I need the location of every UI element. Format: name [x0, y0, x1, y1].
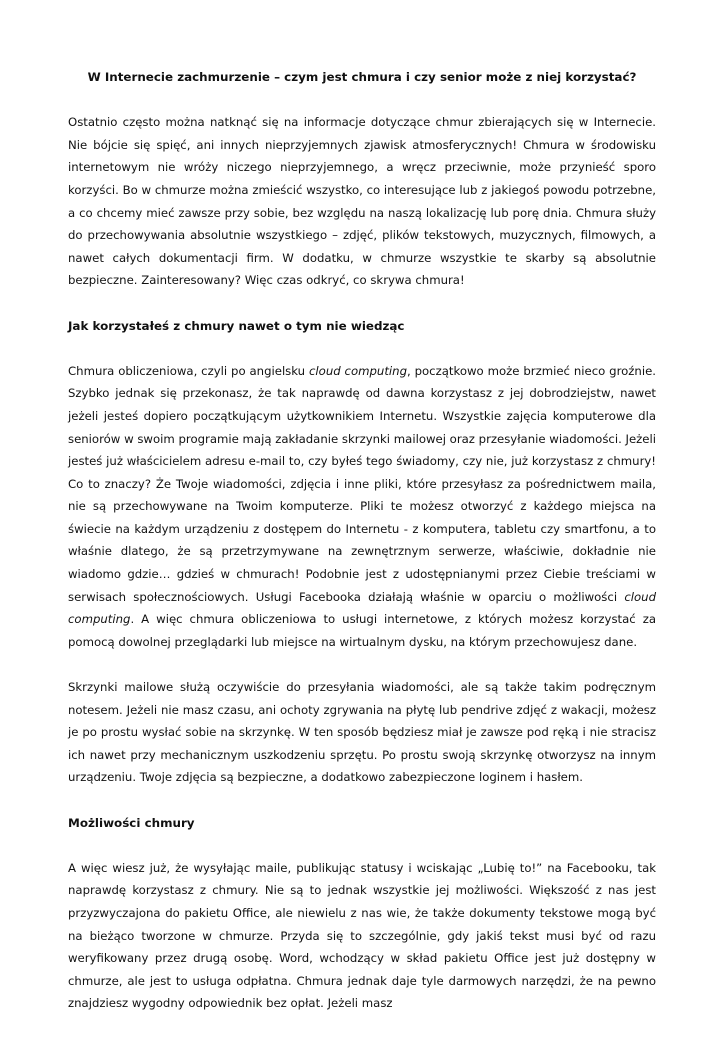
italic-term-cloud-computing: cloud computing: [309, 363, 407, 378]
paragraph-text: . A więc chmura obliczeniowa to usługi internetowe, z których możesz korzystać za pomocą dowolnej przeglądarki lub miejsce na wirtualnym dysku, na którym przechowujesz dane.: [68, 612, 656, 649]
possibilities-paragraph: A więc wiesz już, że wysyłając maile, publikując statusy i wciskając „Lubię to!” na Facebooku, tak naprawdę korzystasz z chmury. Nie są to jednak wszystkie jej możliwości. Większość z nas jest przyzwyczajona do pakietu Office, ale niewielu z nas wie, że także dokumenty tekstowe mogą być na bieżąco tworzone w chmurze. Przyda się to szczególnie, gdy jakiś tekst musi być od razu weryfikowany przez drugą osobę. Word, wchodzący w skład pakietu Office jest już dostępny w chmurze, ale jest to usługa odpłatna. Chmura jednak daje tyle darmowych narzędzi, że na pewno znajdziesz wygodny odpowiednik bez opłat. Jeżeli masz: [68, 860, 656, 1011]
section-heading-cloud-possibilities: Możliwości chmury: [68, 815, 195, 830]
section-heading-cloud-usage: Jak korzystałeś z chmury nawet o tym nie wiedząc: [68, 318, 405, 333]
paragraph-text: Chmura obliczeniowa, czyli po angielsku: [68, 363, 309, 378]
mailbox-paragraph: Skrzynki mailowe służą oczywiście do przesyłania wiadomości, ale są także takim podręcznym notesem. Jeżeli nie masz czasu, ani ochoty zgrywania na płytę lub pendrive zdjęć z wakacji, możesz je po prostu wysłać sobie na skrzynkę. W ten sposób będziesz miał je zawsze pod ręką i nie stracisz ich nawet przy mechanicznym uszkodzeniu sprzętu. Po prostu swoją skrzynkę otworzysz na innym urządzeniu. Twoje zdjęcia są bezpieczne, a dodatkowo zabezpieczone loginem i hasłem.: [68, 680, 656, 785]
intro-paragraph: Ostatnio często można natknąć się na informacje dotyczące chmur zbierających się w Internecie. Nie bójcie się spięć, ani innych nieprzyjemnych zjawisk atmosferycznych! Chmura w środowisku internetowym nie wróży niczego nieprzyjemnego, a wręcz przeciwnie, może przynieść sporo korzyści. Bo w chmurze można zmieścić wszystko, co interesujące lub z jakiegoś powodu potrzebne, a co chcemy mieć zawsze przy sobie, bez względu na naszą lokalizację lub porę dnia. Chmura służy do przechowywania absolutnie wszystkiego – zdjęć, plików tekstowych, muzycznych, filmowych, a nawet całych dokumentacji firm. W dodatku, w chmurze wszystkie te skarby są absolutnie bezpieczne. Zainteresowany? Więc czas odkryć, co skrywa chmura!: [68, 115, 656, 288]
paragraph-text: , początkowo może brzmieć nieco groźnie. Szybko jednak się przekonasz, że tak naprawdę od dawna korzystasz z jej dobrodziejstw, nawet jeżeli jesteś dopiero początkującym użytkownikiem Internetu. Wszystkie zajęcia komputerowe dla seniorów w swoim programie mają zakładanie skrzynki mailowej oraz przesyłanie wiadomości. Jeżeli jesteś już właścicielem adresu e-mail to, czy byłeś tego świadomy, czy nie, już korzystasz z chmury! Co to znaczy? Że Twoje wiadomości, zdjęcia i inne pliki, które przesyłasz za pośrednictwem maila, nie są przechowywane na Twoim komputerze. Pliki te możesz otworzyć z każdego miejsca na świecie na każdym urządzeniu z dostępem do Internetu - z komputera, tabletu czy smartfonu, a to właśnie dlatego, że są przetrzymywane na zewnętrznym serwerze, właściwie, dokładnie nie wiadomo gdzie… gdzieś w chmurach! Podobnie jest z udostępnianymi przez Ciebie treściami w serwisach społecznościowych. Usługi Facebooka działają właśnie w oparciu o możliwości: [68, 363, 656, 604]
document-page: [68, 66, 656, 1038]
document-title: W Internecie zachmurzenie – czym jest chmura i czy senior może z niej korzystać?: [87, 70, 637, 84]
cloud-computing-paragraph: [68, 360, 656, 654]
italic-term-cloud-computing: cloud computing: [68, 589, 656, 627]
